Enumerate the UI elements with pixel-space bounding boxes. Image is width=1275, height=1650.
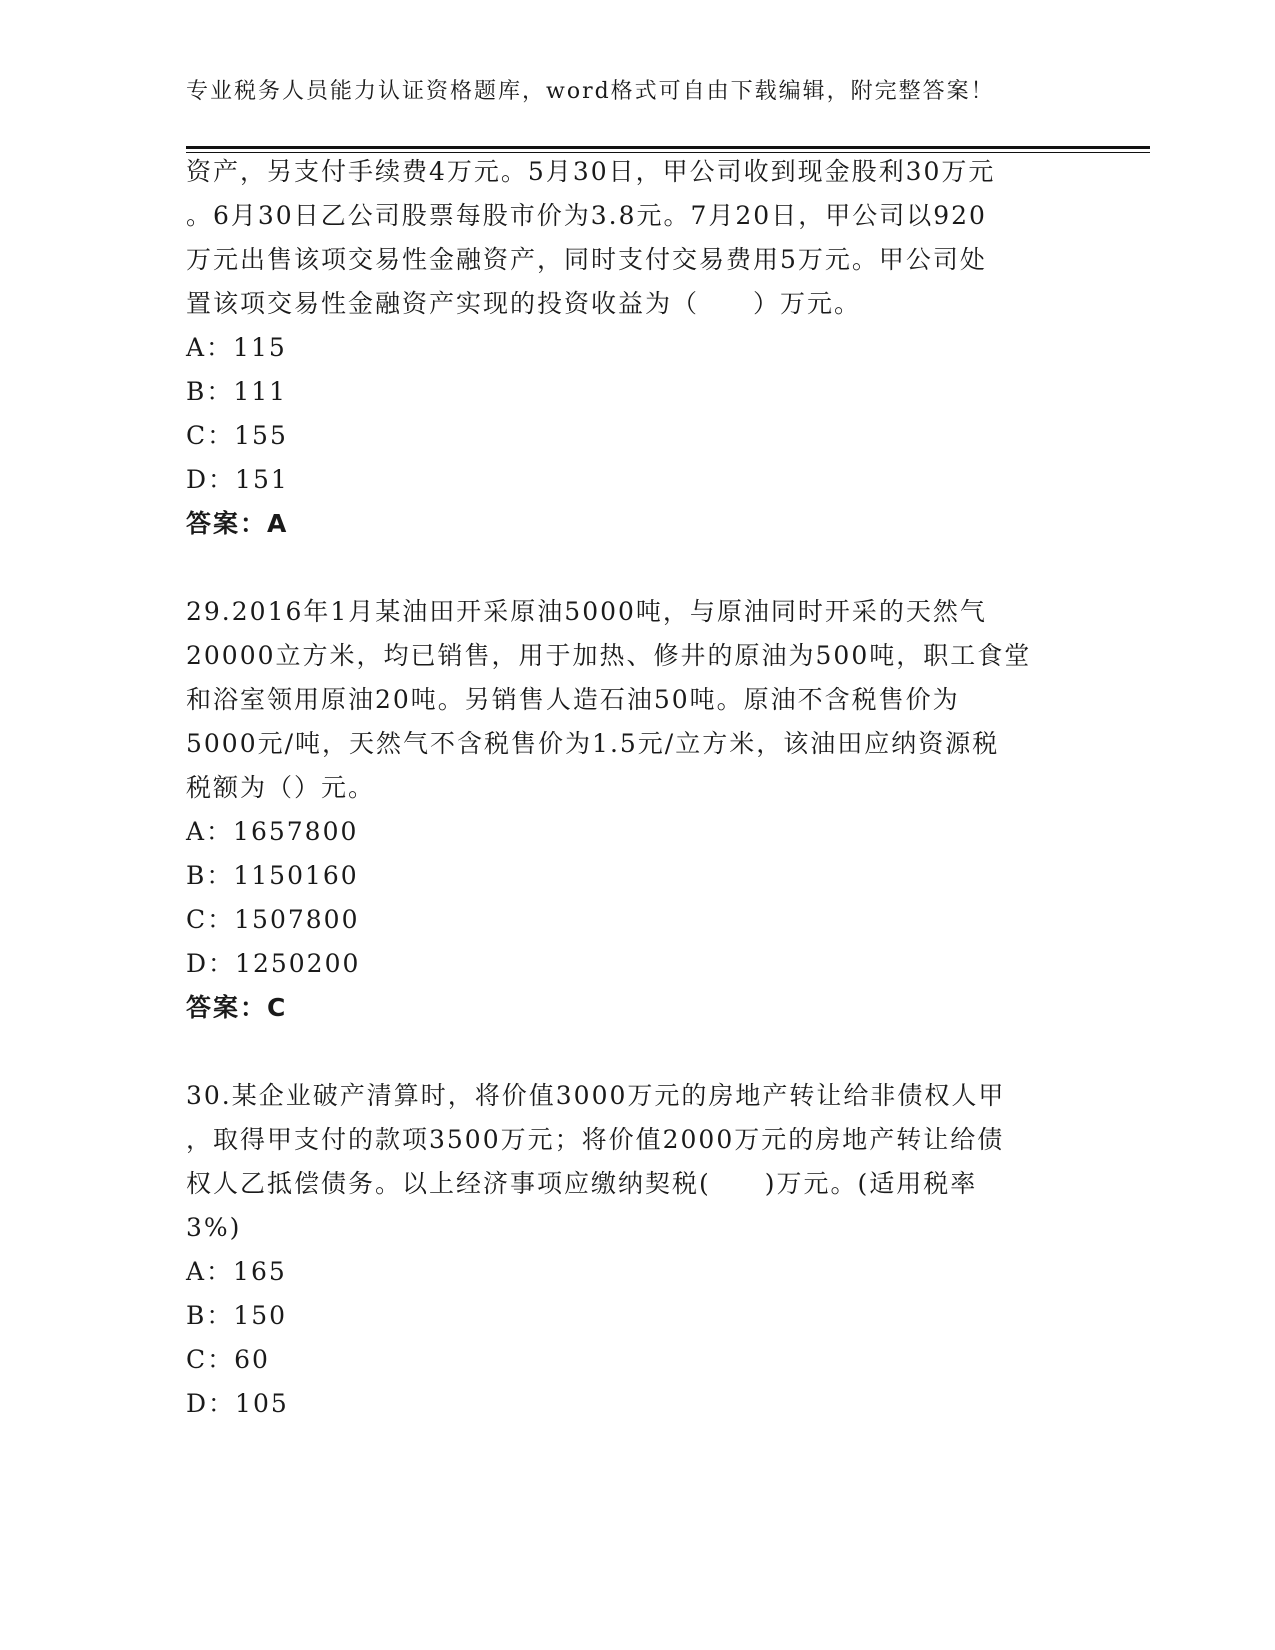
- q29-option-c: C：1507800: [186, 905, 360, 934]
- q30-option-c: C：60: [186, 1345, 270, 1374]
- q28-option-c: C：155: [186, 421, 288, 450]
- q28-answer: 答案：A: [186, 509, 289, 538]
- q29-text-line: 29.2016年1月某油田开采原油5000吨，与原油同时开采的天然气: [186, 597, 987, 626]
- q29-text-line: 税额为（）元。: [186, 773, 376, 802]
- q30-text-line: ，取得甲支付的款项3500万元；将价值2000万元的房地产转让给债: [186, 1125, 1005, 1154]
- q30-option-a: A：165: [186, 1257, 287, 1286]
- q30-text-line: 30.某企业破产清算时，将价值3000万元的房地产转让给非债权人甲: [186, 1081, 1006, 1110]
- q29-option-d: D：1250200: [186, 949, 361, 978]
- q28-text-line: 。6月30日乙公司股票每股市价为3.8元。7月20日，甲公司以920: [186, 201, 987, 230]
- header-rule-thick: [186, 146, 1150, 149]
- q29-answer: 答案：C: [186, 993, 288, 1022]
- q30-text-line: 3%): [186, 1213, 242, 1242]
- q29-text-line: 和浴室领用原油20吨。另销售人造石油50吨。原油不含税售价为: [186, 685, 960, 714]
- q29-text-line: 20000立方米，均已销售，用于加热、修井的原油为500吨，职工食堂: [186, 641, 1032, 670]
- q28-option-a: A：115: [186, 333, 287, 362]
- q28-text-line: 置该项交易性金融资产实现的投资收益为（ ）万元。: [186, 289, 862, 318]
- q29-option-b: B：1150160: [186, 861, 359, 890]
- q28-option-d: D：151: [186, 465, 289, 494]
- header-rule-thin: [186, 152, 1150, 153]
- q29-option-a: A：1657800: [186, 817, 359, 846]
- page-header: 专业税务人员能力认证资格题库，word格式可自由下载编辑，附完整答案！: [186, 79, 995, 104]
- q30-text-line: 权人乙抵偿债务。以上经济事项应缴纳契税( )万元。(适用税率: [186, 1169, 978, 1198]
- q30-option-b: B：150: [186, 1301, 288, 1330]
- q28-text-line: 万元出售该项交易性金融资产，同时支付交易费用5万元。甲公司处: [186, 245, 987, 274]
- q28-option-b: B：111: [186, 377, 288, 406]
- q30-option-d: D：105: [186, 1389, 289, 1418]
- q29-text-line: 5000元/吨，天然气不含税售价为1.5元/立方米，该油田应纳资源税: [186, 729, 1000, 758]
- q28-text-line: 资产，另支付手续费4万元。5月30日，甲公司收到现金股利30万元: [186, 157, 996, 186]
